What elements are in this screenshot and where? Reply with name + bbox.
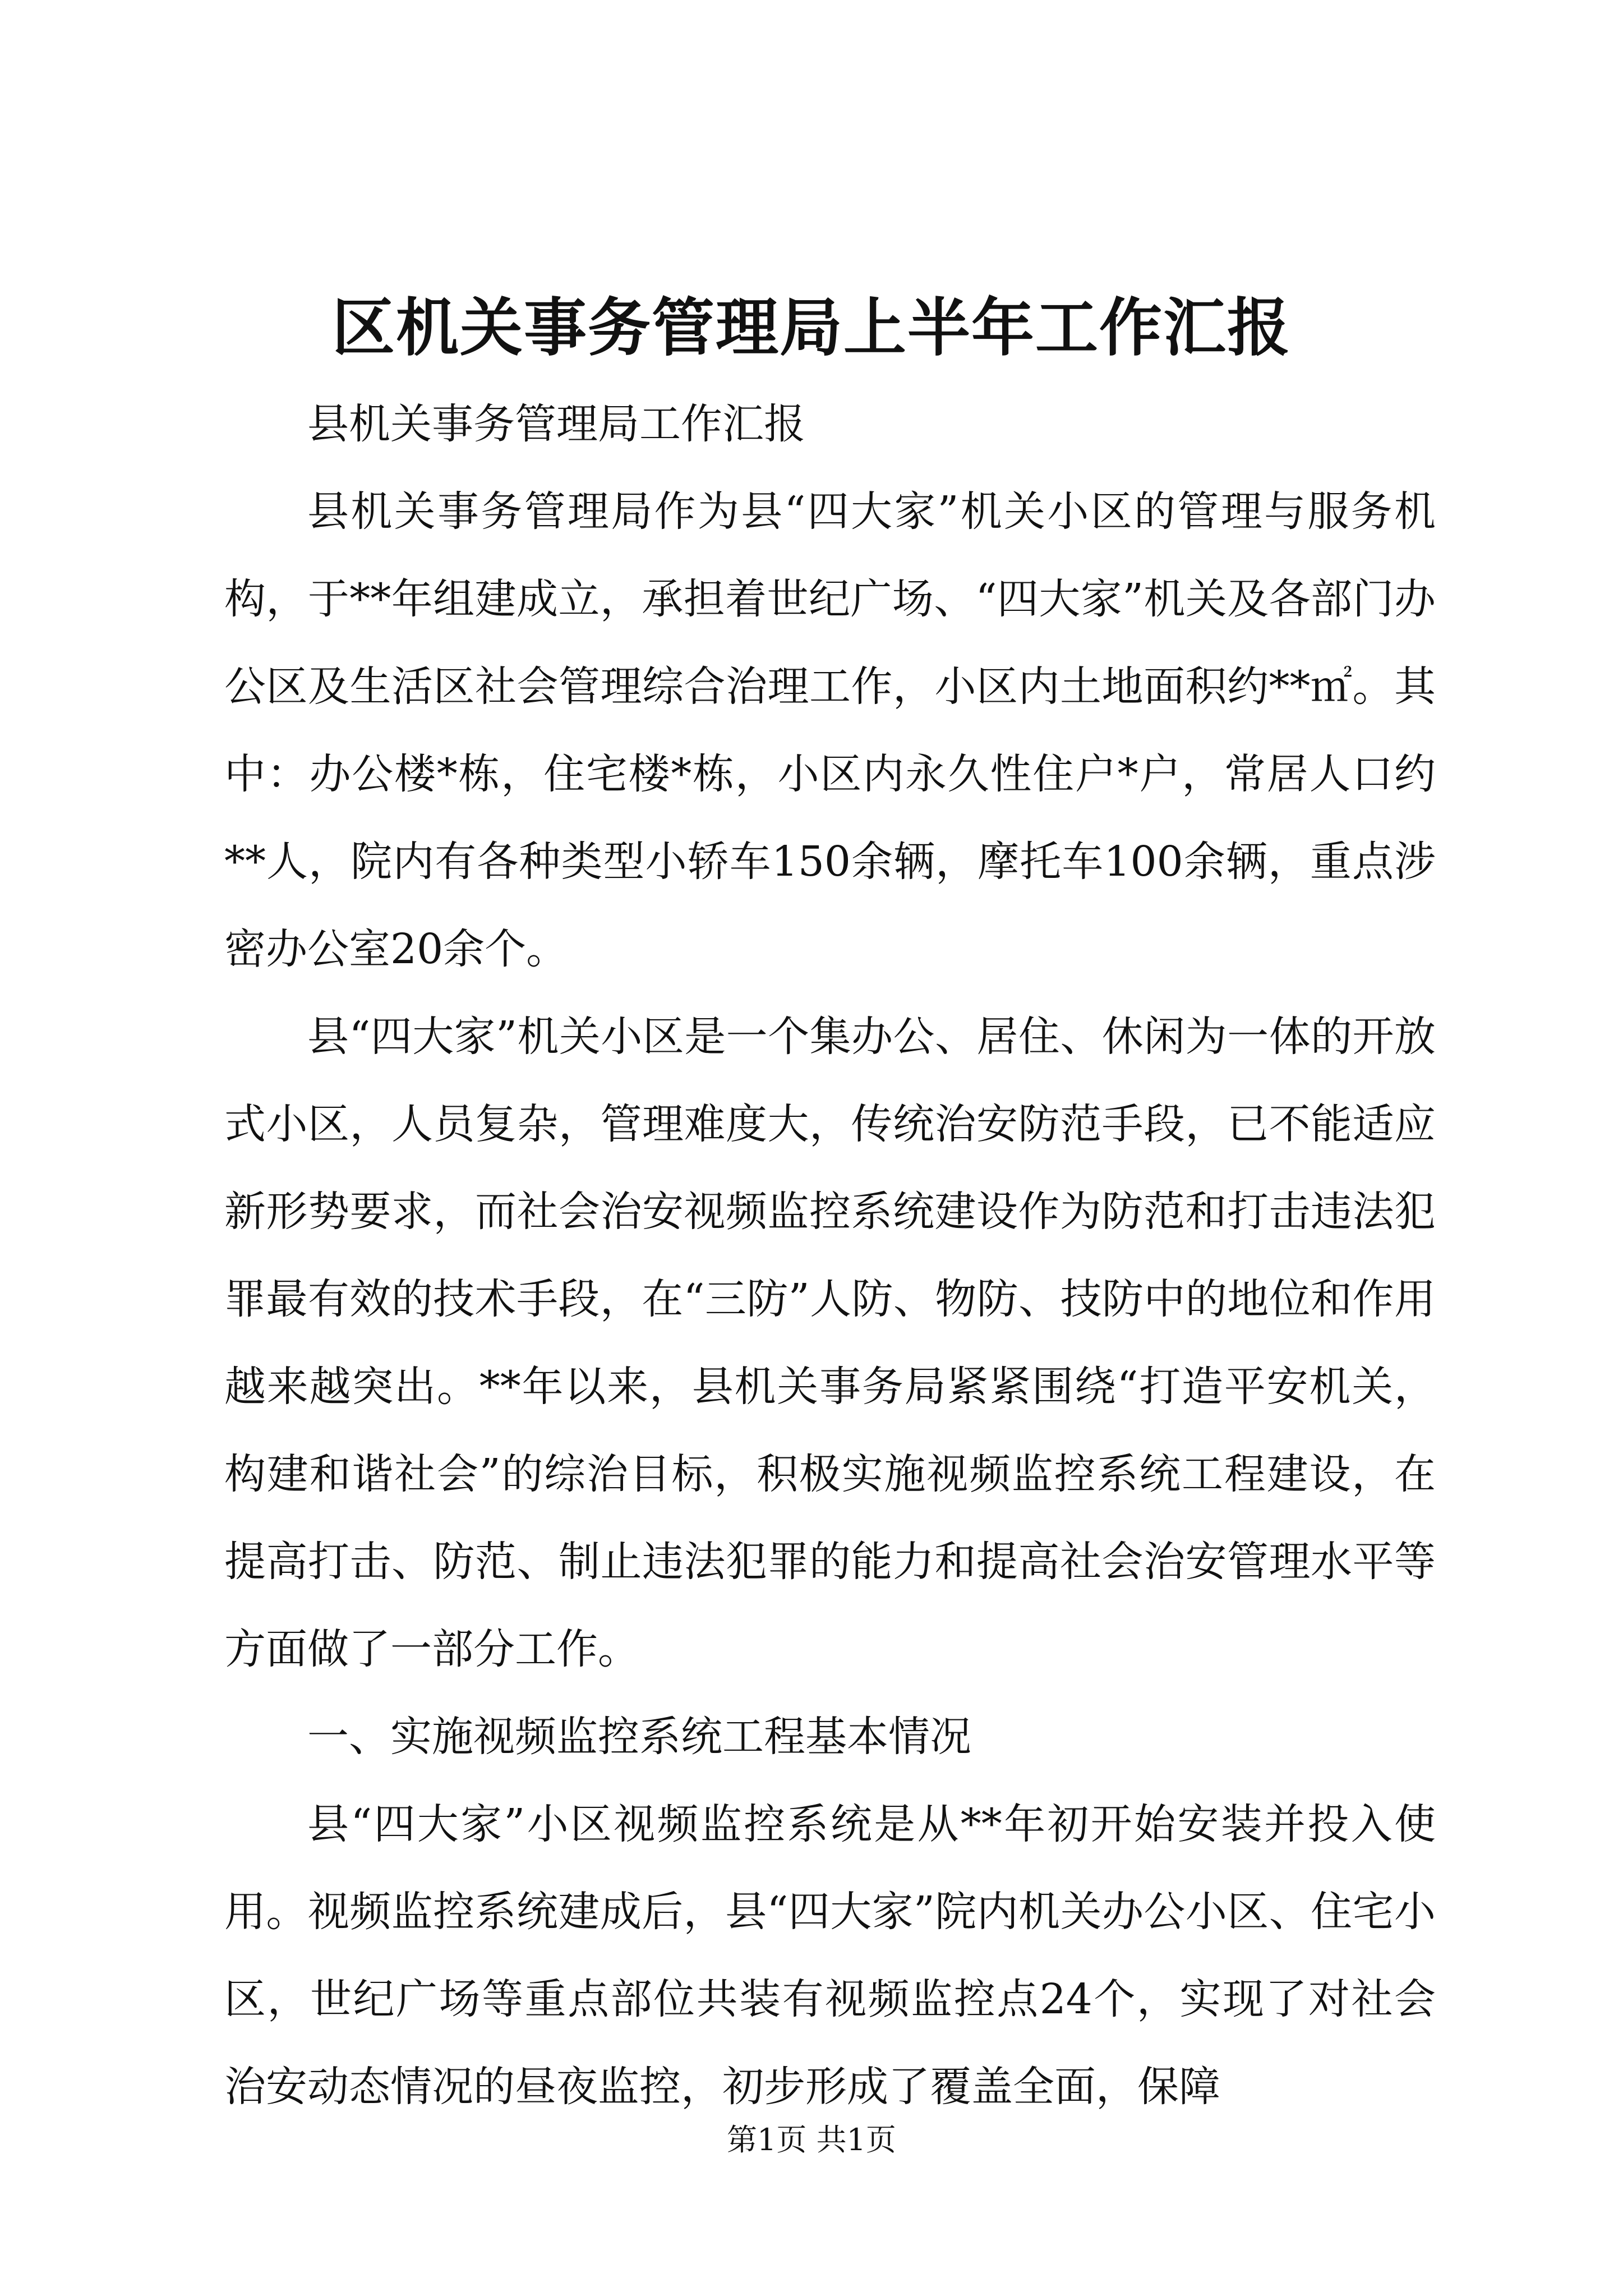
section-heading-1: 一、实施视频监控系统工程基本情况 bbox=[307, 1713, 971, 1761]
paragraph-background: 县“四大家”机关小区是一个集办公、居住、休闲为一体的开放式小区，人员复杂，管理难度大，传统治安防范手段，已不能适应新形势要求，而社会治安视频监控系统建设作为防范和打击违法犯罪最有效的技术手段，在“三防”人防、物防、技防中的地位和作用越来越突出。**年以来，县机关事务局紧紧围绕“打造平安机关，构建和谐社会”的综治目标，积极实施视频监控系统工程建设，在提高打击、防范、制止违法犯罪的能力和提高社会治安管理水平等方面做了一部分工作。 bbox=[224, 1013, 1436, 1673]
paragraph-intro: 县机关事务管理局作为县“四大家”机关小区的管理与服务机构，于**年组建成立，承担着世纪广场、“四大家”机关及各部门办公区及生活区社会管理综合治理工作，小区内土地面积约**㎡。其中：办公楼*栋，住宅楼*栋，小区内永久性住户*户，常居人口约**人，院内有各种类型小轿车150余辆，摩托车100余辆，重点涉密办公室20余个。 bbox=[224, 487, 1436, 973]
paragraph-section-1: 县“四大家”小区视频监控系统是从**年初开始安装并投入使用。视频监控系统建成后，县“四大家”院内机关办公小区、住宅小区，世纪广场等重点部位共装有视频监控点24个，实现了对社会治安动态情况的昼夜监控，初步形成了覆盖全面，保障 bbox=[224, 1800, 1436, 2111]
document-title: 区机关事务管理局上半年工作汇报 bbox=[332, 291, 1291, 365]
page-footer: 第1页 共1页 bbox=[727, 2122, 896, 2157]
paragraph-subtitle: 县机关事务管理局工作汇报 bbox=[307, 400, 805, 448]
document-body bbox=[224, 380, 1436, 2131]
